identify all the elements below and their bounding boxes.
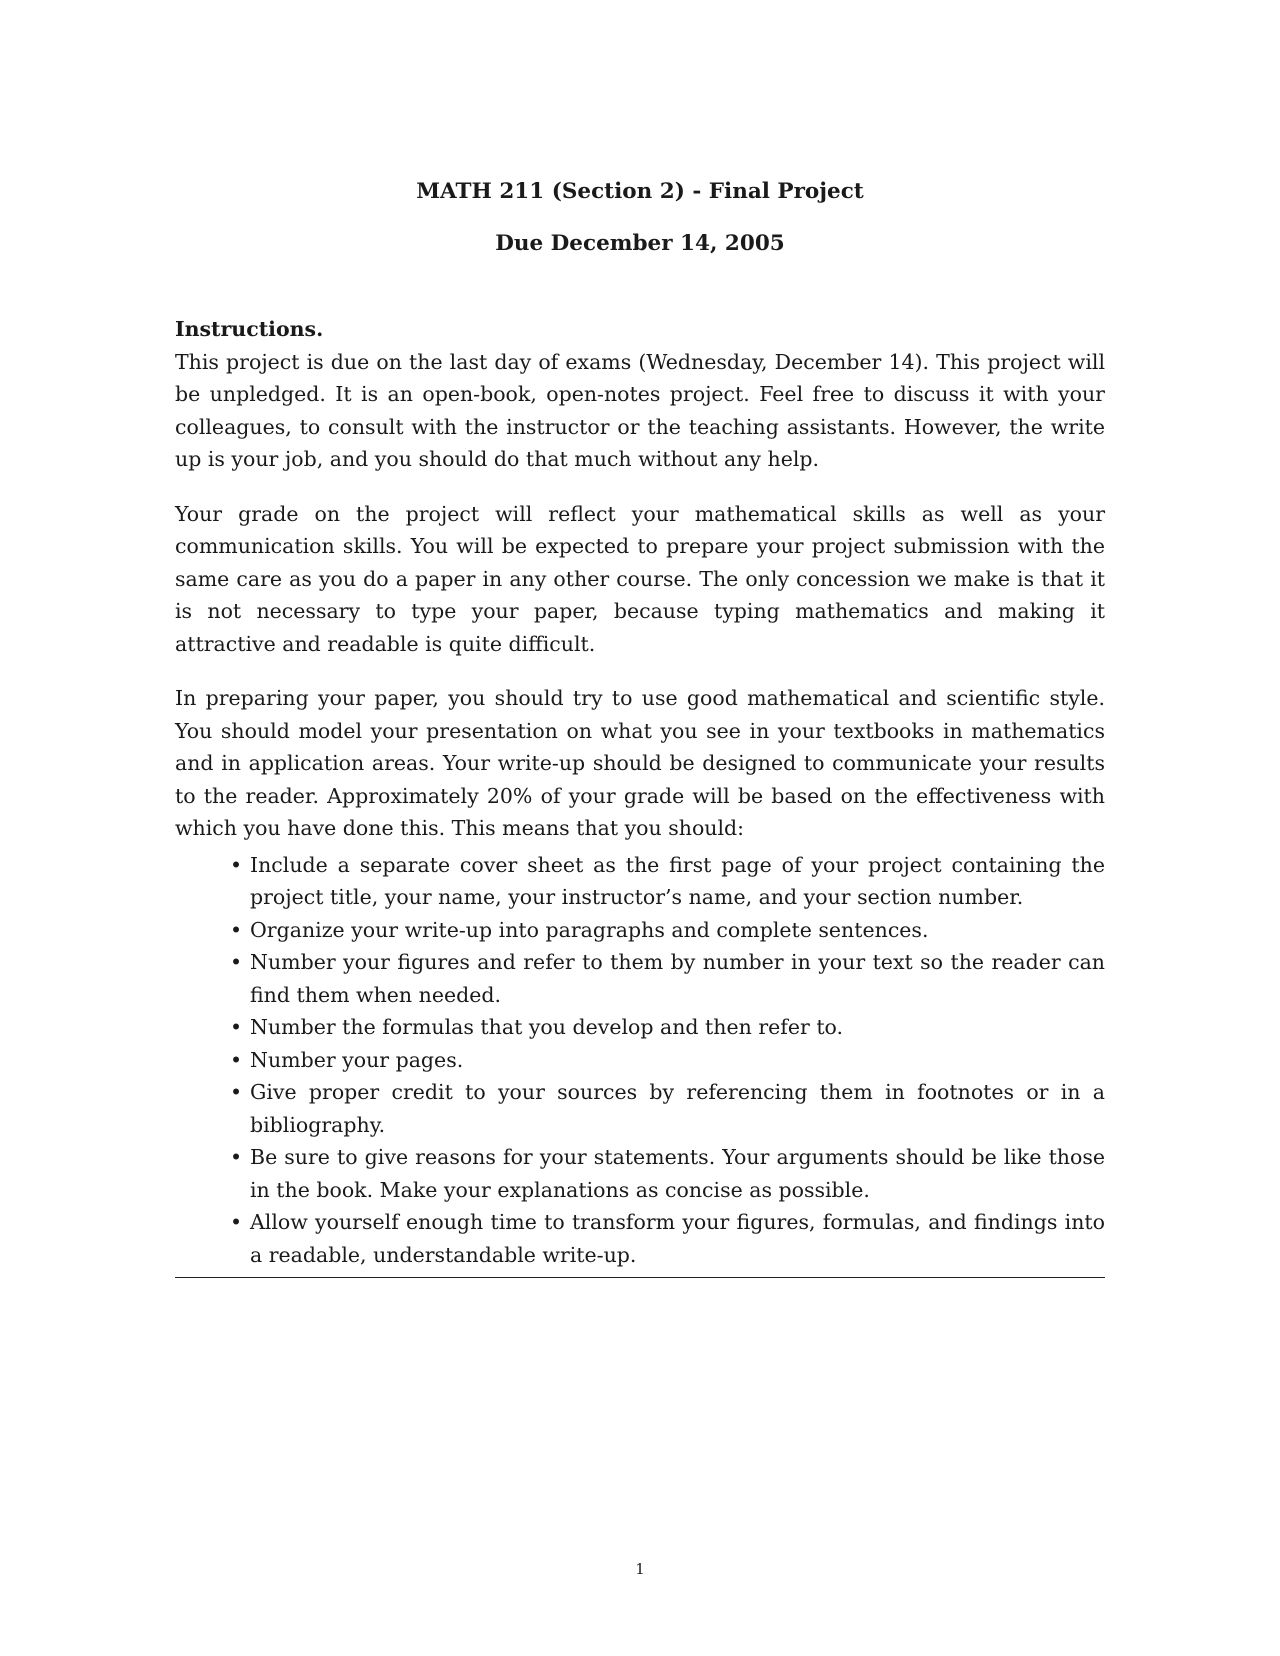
instructions-heading: Instructions. [175, 317, 324, 341]
bullet-icon: • [230, 1047, 243, 1072]
list-item [230, 1011, 1105, 1044]
bullet-icon: • [230, 852, 243, 877]
list-item-text: Number your pages. [250, 1047, 464, 1072]
paragraph-2: Your grade on the project will reflect your mathematical skills as well as your communication skills. You will be expected to prepare your project submission with the same care as you do a paper in any other course. The only concession we make is that it is not necessary to type your paper, because typing mathematics and making it attractive and readable is quite difficult. [175, 501, 1105, 656]
requirements-list [175, 849, 1105, 1272]
list-item-text: Allow yourself enough time to transform your figures, formulas, and findings into a readable, understandable write-up. [250, 1210, 1105, 1267]
bullet-icon: • [230, 1145, 243, 1169]
page-number: 1 [635, 1560, 645, 1578]
list-item-text: Organize your write-up into paragraphs and complete sentences. [250, 917, 929, 942]
document-title: MATH 211 (Section 2) - Final Project [416, 179, 864, 204]
bullet-icon: • [230, 1080, 243, 1104]
list-item [230, 1206, 1105, 1271]
horizontal-rule [175, 1277, 1105, 1278]
list-item-text: Give proper credit to your sources by referencing them in footnotes or in a bibliography. [250, 1080, 1105, 1137]
list-item [230, 1076, 1105, 1141]
list-item [230, 849, 1105, 914]
list-item-text: Include a separate cover sheet as the first page of your project containing the project title, your name, your instructor’s name, and your section number. [250, 852, 1105, 909]
paragraph-1: This project is due on the last day of exams (Wednesday, December 14). This project will be unpledged. It is an open-book, open-notes project. Feel free to discuss it with your colleagues, to consult with the instructor or the teaching assistants. However, the write up is your job, and you should do that much without any help. [175, 349, 1105, 471]
list-item-text: Number your figures and refer to them by number in your text so the reader can find them when needed. [250, 950, 1105, 1007]
list-item [230, 1141, 1105, 1206]
due-date: Due December 14, 2005 [495, 231, 785, 256]
bullet-icon: • [230, 1015, 243, 1039]
document-body [175, 313, 1105, 1271]
list-item [230, 1044, 1105, 1077]
paragraph-3: In preparing your paper, you should try to use good mathematical and scientific style. You should model your presentation on what you see in your textbooks in mathematics and in application areas. Your write-up should be designed to communicate your results to the reader. Approximately 20% of your grade will be based on the effectiveness with which you have done this. This means that you should: [175, 686, 1105, 840]
bullet-icon: • [230, 917, 243, 942]
bullet-icon: • [230, 1210, 243, 1234]
bullet-icon: • [230, 950, 243, 974]
list-item-text: Number the formulas that you develop and then refer to. [250, 1015, 844, 1039]
list-item [230, 914, 1105, 947]
list-item-text: Be sure to give reasons for your statements. Your arguments should be like those in the book. Make your explanations as concise as possible. [250, 1145, 1105, 1202]
list-item [230, 946, 1105, 1011]
